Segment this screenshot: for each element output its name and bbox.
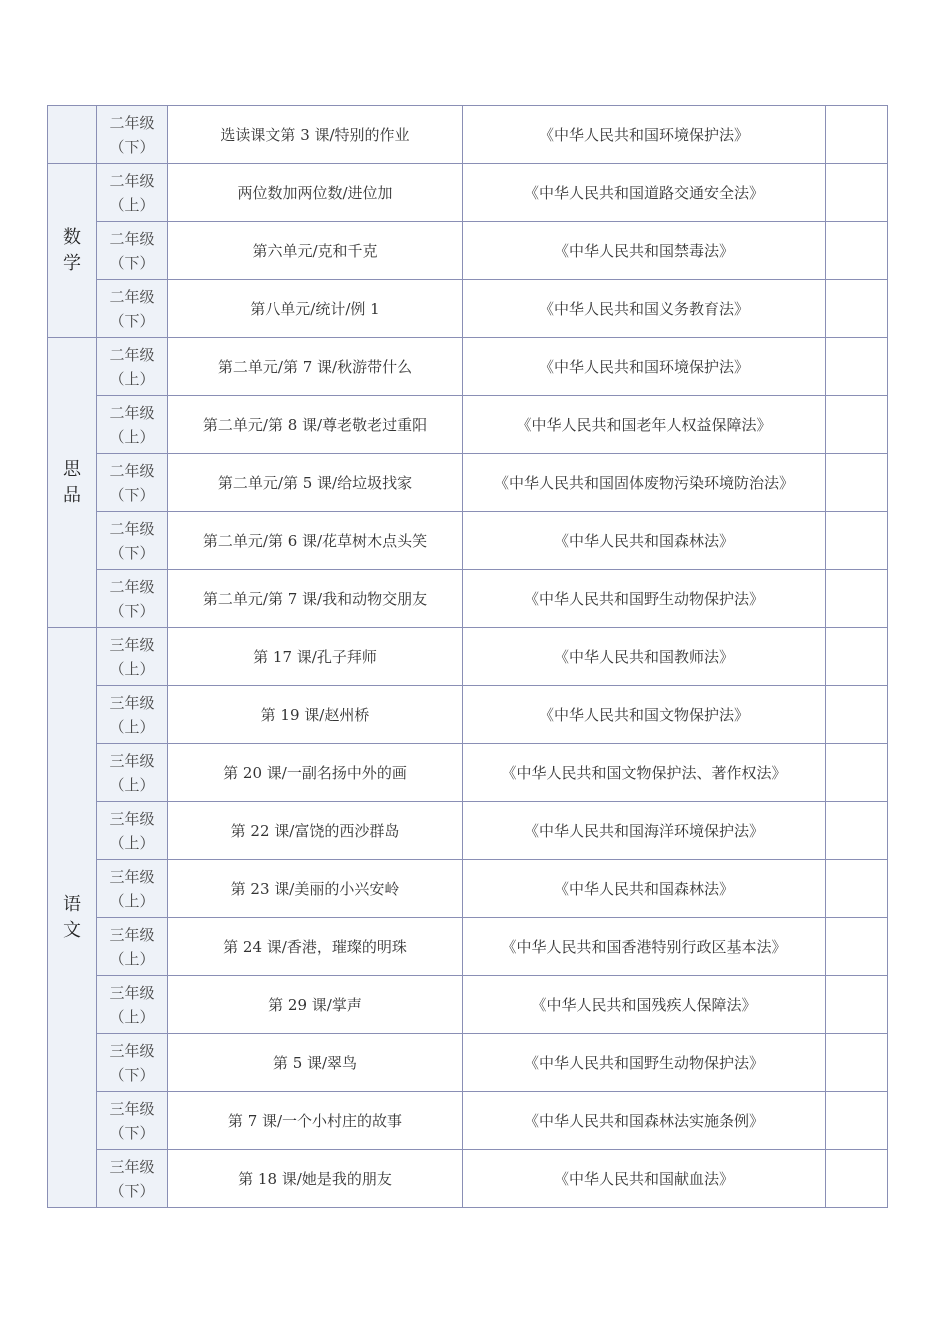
table-row (48, 860, 888, 918)
law-cell: 《中华人民共和国海洋环境保护法》 (463, 802, 826, 860)
lesson-cell: 第 22 课/富饶的西沙群岛 (168, 802, 463, 860)
grade-level: 二年级 (109, 519, 155, 538)
grade-cell (97, 454, 168, 512)
table-row (48, 222, 888, 280)
grade-level: 二年级 (109, 113, 155, 132)
grade-term: （下） (109, 601, 155, 620)
empty-cell (826, 860, 888, 918)
grade-cell (97, 686, 168, 744)
table-row (48, 628, 888, 686)
lesson-cell: 第 17 课/孔子拜师 (168, 628, 463, 686)
law-cell: 《中华人民共和国老年人权益保障法》 (463, 396, 826, 454)
grade-term: （下） (109, 1065, 155, 1084)
grade-term: （下） (109, 1181, 155, 1200)
lesson-cell: 第 7 课/一个小村庄的故事 (168, 1092, 463, 1150)
subject-cell (48, 338, 97, 628)
table-row (48, 570, 888, 628)
table-row (48, 1092, 888, 1150)
lesson-cell: 第二单元/第 7 课/秋游带什么 (168, 338, 463, 396)
grade-level: 二年级 (109, 461, 155, 480)
grade-term: （下） (109, 311, 155, 330)
subject-label (48, 225, 96, 277)
grade-cell (97, 1150, 168, 1208)
table-row (48, 744, 888, 802)
law-cell: 《中华人民共和国野生动物保护法》 (463, 570, 826, 628)
grade-cell (97, 512, 168, 570)
lesson-cell: 两位数加两位数/进位加 (168, 164, 463, 222)
law-cell: 《中华人民共和国环境保护法》 (463, 338, 826, 396)
empty-cell (826, 1034, 888, 1092)
law-cell: 《中华人民共和国文物保护法》 (463, 686, 826, 744)
table-row (48, 976, 888, 1034)
table-row (48, 338, 888, 396)
grade-cell (97, 628, 168, 686)
lesson-cell: 第 19 课/赵州桥 (168, 686, 463, 744)
subject-label (48, 457, 96, 509)
grade-cell (97, 280, 168, 338)
grade-cell (97, 164, 168, 222)
law-cell: 《中华人民共和国固体废物污染环境防治法》 (463, 454, 826, 512)
empty-cell (826, 396, 888, 454)
subject-cell (48, 628, 97, 1208)
law-cell: 《中华人民共和国森林法实施条例》 (463, 1092, 826, 1150)
table-row (48, 1034, 888, 1092)
grade-cell (97, 338, 168, 396)
lesson-cell: 第六单元/克和千克 (168, 222, 463, 280)
law-cell: 《中华人民共和国教师法》 (463, 628, 826, 686)
grade-level: 二年级 (109, 577, 155, 596)
table-row (48, 1150, 888, 1208)
grade-level: 三年级 (109, 1099, 155, 1118)
grade-cell (97, 802, 168, 860)
empty-cell (826, 512, 888, 570)
lesson-cell: 第二单元/第 5 课/给垃圾找家 (168, 454, 463, 512)
empty-cell (826, 628, 888, 686)
grade-term: （上） (109, 195, 155, 214)
empty-cell (826, 918, 888, 976)
grade-cell (97, 570, 168, 628)
lesson-cell: 第二单元/第 7 课/我和动物交朋友 (168, 570, 463, 628)
grade-term: （上） (109, 949, 155, 968)
grade-term: （上） (109, 659, 155, 678)
law-cell: 《中华人民共和国道路交通安全法》 (463, 164, 826, 222)
empty-cell (826, 976, 888, 1034)
lesson-cell: 第 24 课/香港，璀璨的明珠 (168, 918, 463, 976)
grade-level: 三年级 (109, 1157, 155, 1176)
grade-cell (97, 744, 168, 802)
law-cell: 《中华人民共和国香港特别行政区基本法》 (463, 918, 826, 976)
grade-term: （下） (109, 1123, 155, 1142)
lesson-cell: 第八单元/统计/例 1 (168, 280, 463, 338)
empty-cell (826, 1092, 888, 1150)
lesson-cell: 第二单元/第 8 课/尊老敬老过重阳 (168, 396, 463, 454)
grade-cell (97, 976, 168, 1034)
curriculum-law-table (47, 105, 888, 1208)
grade-cell (97, 396, 168, 454)
grade-level: 三年级 (109, 925, 155, 944)
grade-level: 二年级 (109, 287, 155, 306)
empty-cell (826, 802, 888, 860)
empty-cell (826, 570, 888, 628)
grade-level: 二年级 (109, 229, 155, 248)
grade-cell (97, 860, 168, 918)
subject-char: 学 (63, 252, 81, 274)
empty-cell (826, 106, 888, 164)
table-row (48, 802, 888, 860)
grade-level: 二年级 (109, 403, 155, 422)
grade-level: 三年级 (109, 1041, 155, 1060)
empty-cell (826, 744, 888, 802)
grade-cell (97, 918, 168, 976)
grade-term: （上） (109, 775, 155, 794)
grade-level: 三年级 (109, 751, 155, 770)
empty-cell (826, 222, 888, 280)
table-row (48, 686, 888, 744)
lesson-cell: 第 18 课/她是我的朋友 (168, 1150, 463, 1208)
grade-term: （上） (109, 369, 155, 388)
lesson-cell: 第 29 课/掌声 (168, 976, 463, 1034)
grade-cell (97, 222, 168, 280)
law-cell: 《中华人民共和国森林法》 (463, 512, 826, 570)
grade-level: 三年级 (109, 867, 155, 886)
curriculum-law-table-container (47, 105, 888, 1208)
grade-term: （上） (109, 1007, 155, 1026)
law-cell: 《中华人民共和国文物保护法、著作权法》 (463, 744, 826, 802)
grade-term: （上） (109, 717, 155, 736)
lesson-cell: 第 5 课/翠鸟 (168, 1034, 463, 1092)
table-row (48, 106, 888, 164)
empty-cell (826, 686, 888, 744)
subject-label (48, 892, 96, 944)
empty-cell (826, 280, 888, 338)
law-cell: 《中华人民共和国献血法》 (463, 1150, 826, 1208)
law-cell: 《中华人民共和国禁毒法》 (463, 222, 826, 280)
grade-term: （下） (109, 543, 155, 562)
grade-cell (97, 1034, 168, 1092)
grade-term: （下） (109, 485, 155, 504)
grade-level: 三年级 (109, 983, 155, 1002)
table-row (48, 512, 888, 570)
table-body (48, 106, 888, 1208)
grade-level: 三年级 (109, 809, 155, 828)
grade-term: （上） (109, 833, 155, 852)
subject-cell (48, 164, 97, 338)
table-row (48, 280, 888, 338)
law-cell: 《中华人民共和国野生动物保护法》 (463, 1034, 826, 1092)
subject-char: 语 (63, 893, 81, 915)
law-cell: 《中华人民共和国义务教育法》 (463, 280, 826, 338)
empty-cell (826, 1150, 888, 1208)
grade-term: （下） (109, 137, 155, 156)
law-cell: 《中华人民共和国环境保护法》 (463, 106, 826, 164)
table-row (48, 396, 888, 454)
grade-level: 二年级 (109, 345, 155, 364)
grade-cell (97, 1092, 168, 1150)
grade-term: （下） (109, 253, 155, 272)
table-row (48, 454, 888, 512)
empty-cell (826, 454, 888, 512)
lesson-cell: 选读课文第 3 课/特别的作业 (168, 106, 463, 164)
subject-char: 数 (63, 226, 81, 248)
subject-char: 品 (63, 484, 81, 506)
subject-cell (48, 106, 97, 164)
grade-term: （上） (109, 891, 155, 910)
grade-level: 三年级 (109, 635, 155, 654)
law-cell: 《中华人民共和国残疾人保障法》 (463, 976, 826, 1034)
empty-cell (826, 164, 888, 222)
grade-level: 三年级 (109, 693, 155, 712)
lesson-cell: 第 20 课/一副名扬中外的画 (168, 744, 463, 802)
table-row (48, 918, 888, 976)
grade-level: 二年级 (109, 171, 155, 190)
table-row (48, 164, 888, 222)
lesson-cell: 第二单元/第 6 课/花草树木点头笑 (168, 512, 463, 570)
lesson-cell: 第 23 课/美丽的小兴安岭 (168, 860, 463, 918)
empty-cell (826, 338, 888, 396)
grade-cell (97, 106, 168, 164)
law-cell: 《中华人民共和国森林法》 (463, 860, 826, 918)
subject-char: 思 (63, 458, 81, 480)
subject-char: 文 (63, 919, 81, 941)
grade-term: （上） (109, 427, 155, 446)
